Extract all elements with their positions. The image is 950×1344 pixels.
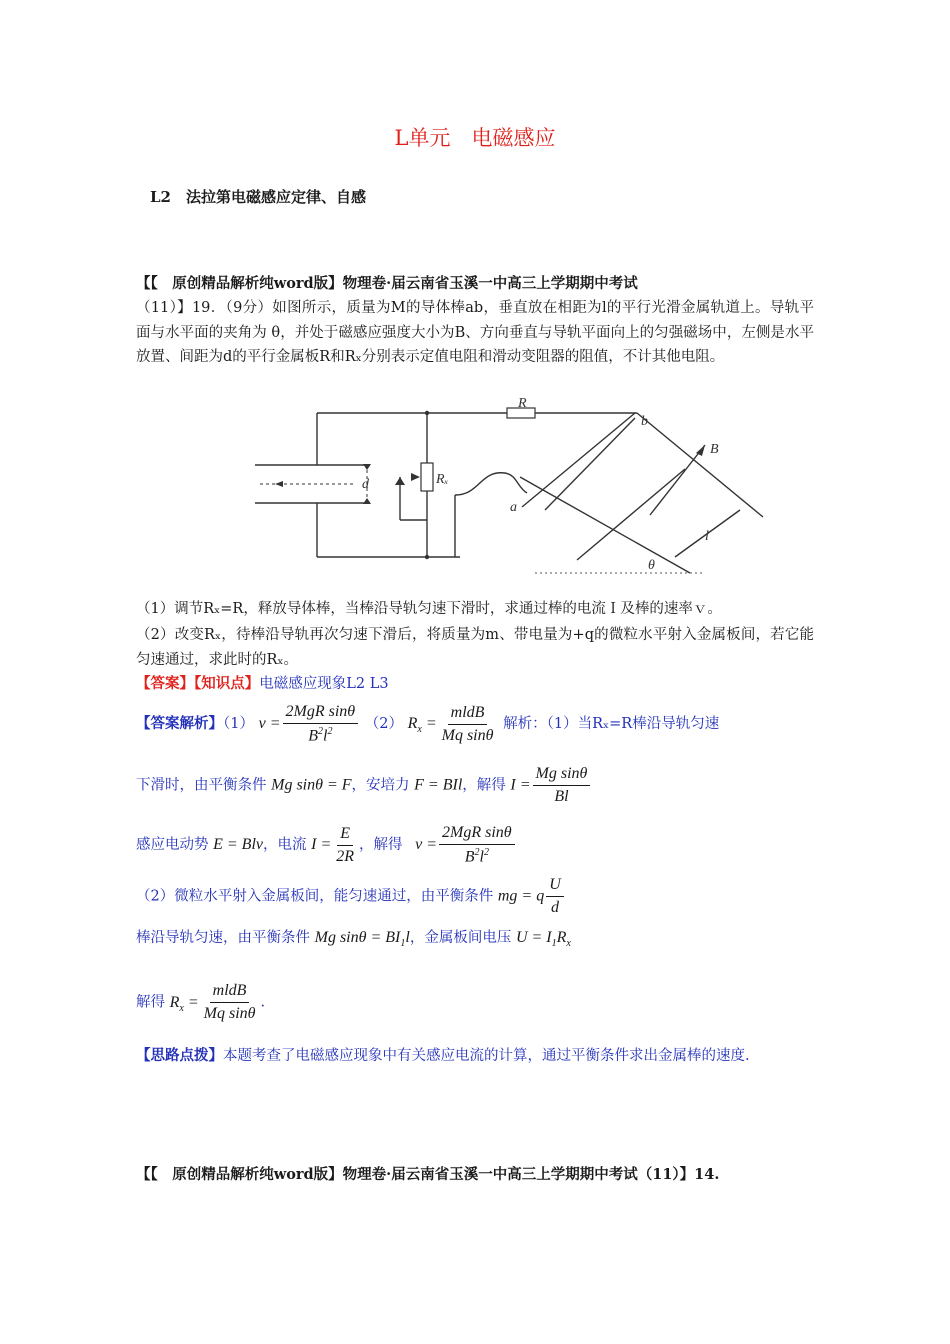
label-d: d <box>362 477 369 492</box>
analysis-line-5: 棒沿导轨匀速，由平衡条件 Mg $\sin\theta = BI_1l$，金属板间电压 $U = I_1R_x$ <box>136 929 571 950</box>
text-segment: ，解得 <box>359 837 403 854</box>
analysis-intro: 解析：（1）当Rₓ=R棒沿导轨匀速 <box>503 716 720 733</box>
knowledge-tag: 【知识点】 <box>194 675 260 692</box>
part-2-label: （2） <box>364 716 403 733</box>
analysis-line-1: 【答案解析】（1） v = $\frac{\text{2MgR sinθ}}{B^2l^2}$ （2） $R_x$ = $\frac{\text{mldB}}{\text{Mq sinθ}}$ 解析：（1）当Rₓ=R棒沿导轨匀速 <box>136 703 720 745</box>
analysis-tag: 【答案解析】 <box>136 715 223 733</box>
label-Rx: Rₓ <box>436 472 449 487</box>
answer-line <box>136 672 389 693</box>
label-R: R <box>518 396 527 411</box>
text-segment: ，解得 <box>462 777 506 794</box>
label-a: a <box>510 500 517 515</box>
analysis-line-3: 感应电动势 E = Blv，电流 I = $\frac{E}{2R}$ ，解得 v = $\frac{\text{2MgR sinθ}}{B^2l^2}$ <box>136 824 517 866</box>
tip-paragraph <box>136 1044 814 1069</box>
label-B: B <box>710 442 719 457</box>
analysis-line-4: （2）微粒水平射入金属板间，能匀速通过，由平衡条件 mg = q $\frac{U}{d}$ <box>136 876 566 917</box>
part-1-label: （1） <box>223 716 254 733</box>
label-theta: θ <box>648 558 655 573</box>
text-segment: （2）微粒水平射入金属板间，能匀速通过，由平衡条件 <box>136 888 494 905</box>
page-title: L单元 电磁感应 <box>394 126 556 150</box>
tip-text: 本题考查了电磁感应现象中有关感应电流的计算，通过平衡条件求出金属棒的速度. <box>223 1048 750 1064</box>
label-b: b <box>641 414 648 429</box>
section-heading: L2 法拉第电磁感应定律、自感 <box>150 188 366 206</box>
text-segment: 棒沿导轨匀速，由平衡条件 <box>136 930 310 946</box>
problem-statement: （11）】19．（9分）如图所示，质量为M的导体棒ab，垂直放在相距为l的平行光滑金属轨道上。导轨平面与水平面的夹角为 θ，并处于磁感应强度大小为B、方向垂直与导轨平面向上的匀强磁场中，左侧是水平放置、间距为d的平行金属板R和Rₓ分别表示定值电阻和滑动变阻器的阻值，不计其他电阻。 <box>136 300 814 365</box>
text-segment: 感应电动势 <box>136 837 209 854</box>
next-problem-source: 【【 原创精品解析纯word版】物理卷·届云南省玉溪一中高三上学期期中考试（11）】14. <box>136 1166 720 1183</box>
question-2: （2）改变Rₓ，待棒沿导轨再次匀速下滑后，将质量为m、带电量为+q的微粒水平射入金属板间，若它能匀速通过，求此时的Rₓ。 <box>136 627 814 668</box>
analysis-line-2: 下滑时，由平衡条件 Mg sinθ = F，安培力 F = BIl，解得 I = $\frac{\text{Mg sinθ}}{Bl}$ <box>136 765 592 806</box>
answer-tag: 【答案】 <box>136 675 194 692</box>
text-segment: . <box>260 994 266 1011</box>
text-segment: ，电流 <box>263 837 307 854</box>
label-l: l <box>705 529 709 544</box>
text-segment: ，金属板间电压 <box>409 930 512 946</box>
text-segment: 下滑时，由平衡条件 <box>136 777 267 794</box>
question-1: （1）调节Rₓ=R，释放导体棒，当棒沿导轨匀速下滑时，求通过棒的电流Ｉ及棒的速率ｖ。 <box>136 601 722 617</box>
analysis-line-6: 解得 $R_x$ = $\frac{\text{mldB}}{\text{Mq sinθ}}$ . <box>136 982 266 1022</box>
text-segment: 解得 <box>136 994 165 1011</box>
knowledge-text: 电磁感应现象L2 L3 <box>259 676 389 692</box>
tip-tag: 【思路点拨】 <box>136 1047 223 1064</box>
circuit-figure <box>255 395 775 585</box>
problem-source: 【【 原创精品解析纯word版】物理卷·届云南省玉溪一中高三上学期期中考试 <box>136 275 638 292</box>
text-segment: ，安培力 <box>351 777 410 794</box>
